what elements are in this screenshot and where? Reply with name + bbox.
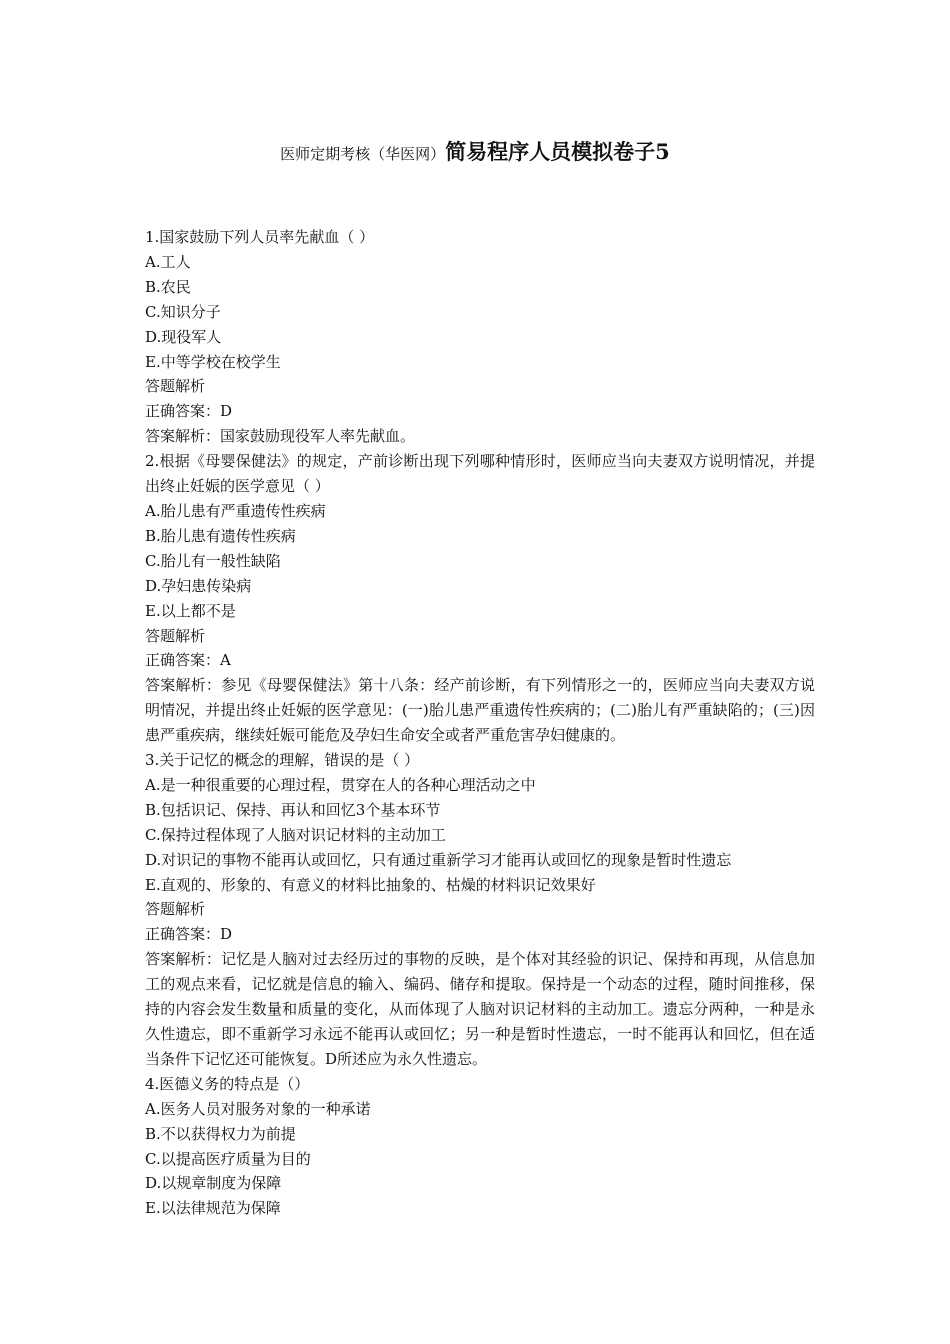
title-prefix: 医师定期考核（华医网） bbox=[280, 145, 446, 163]
question-list bbox=[145, 225, 815, 1221]
question-1 bbox=[145, 225, 815, 449]
option-c: C.以提高医疗质量为目的 bbox=[145, 1149, 311, 1168]
option-e: E.中等学校在校学生 bbox=[145, 352, 281, 371]
option-d: D.孕妇患传染病 bbox=[145, 576, 252, 595]
option-b: B.农民 bbox=[145, 277, 191, 296]
option-a: A.胎儿患有严重遗传性疾病 bbox=[145, 501, 326, 520]
document-title bbox=[0, 136, 950, 166]
option-b: B.不以获得权力为前提 bbox=[145, 1124, 296, 1143]
option-e: E.以法律规范为保障 bbox=[145, 1199, 281, 1218]
analysis-label: 答题解析 bbox=[145, 377, 206, 396]
question-3 bbox=[145, 748, 815, 1072]
option-e: E.以上都不是 bbox=[145, 601, 236, 620]
question-stem: 3.关于记忆的概念的理解，错误的是（ ） bbox=[145, 751, 420, 770]
option-c: C.胎儿有一般性缺陷 bbox=[145, 551, 281, 570]
answer-explanation: 答案解析：记忆是人脑对过去经历过的事物的反映，是个体对其经验的识记、保持和再现，从信息加工的观点来看，记忆就是信息的输入、编码、储存和提取。保持是一个动态的过程，随时间推移，保持的内容会发生数量和质量的变化，从而体现了人脑对识记材料的主动加工。遗忘分两种，一种是永久性遗忘，即不重新学习永远不能再认或回忆；另一种是暂时性遗忘，一时不能再认和回忆，但在适当条件下记忆还可能恢复。D所述应为永久性遗忘。 bbox=[145, 950, 815, 1068]
question-4 bbox=[145, 1072, 815, 1221]
question-2 bbox=[145, 449, 815, 748]
title-main: 简易程序人员模拟卷子5 bbox=[445, 139, 670, 164]
option-a: A.是一种很重要的心理过程，贯穿在人的各种心理活动之中 bbox=[145, 775, 536, 794]
option-a: A.医务人员对服务对象的一种承诺 bbox=[145, 1099, 371, 1118]
option-c: C.知识分子 bbox=[145, 302, 221, 321]
answer-explanation: 答案解析：参见《母婴保健法》第十八条：经产前诊断，有下列情形之一的，医师应当向夫妻双方说明情况，并提出终止妊娠的医学意见：(一)胎儿患严重遗传性疾病的；(二)胎儿有严重缺陷的；(三)因患严重疾病，继续妊娠可能危及孕妇生命安全或者严重危害孕妇健康的。 bbox=[145, 676, 815, 745]
question-stem: 1.国家鼓励下列人员率先献血（ ） bbox=[145, 228, 375, 246]
analysis-label: 答题解析 bbox=[145, 626, 206, 645]
option-b: B.胎儿患有遗传性疾病 bbox=[145, 526, 296, 545]
question-stem: 4.医德义务的特点是（） bbox=[145, 1074, 310, 1093]
option-b: B.包括识记、保持、再认和回忆3个基本环节 bbox=[145, 800, 441, 819]
correct-answer: 正确答案：D bbox=[145, 402, 233, 421]
correct-answer: 正确答案：A bbox=[145, 651, 231, 670]
correct-answer: 正确答案：D bbox=[145, 925, 233, 944]
option-c: C.保持过程体现了人脑对识记材料的主动加工 bbox=[145, 825, 446, 844]
option-d: D.现役军人 bbox=[145, 327, 222, 346]
analysis-label: 答题解析 bbox=[145, 900, 206, 919]
option-d: D.以规章制度为保障 bbox=[145, 1174, 282, 1193]
question-stem: 2.根据《母婴保健法》的规定，产前诊断出现下列哪种情形时，医师应当向夫妻双方说明情况，并提出终止妊娠的医学意见（ ） bbox=[145, 452, 815, 496]
option-a: A.工人 bbox=[145, 252, 191, 271]
option-d: D.对识记的事物不能再认或回忆，只有通过重新学习才能再认或回忆的现象是暂时性遗忘 bbox=[145, 850, 732, 869]
option-e: E.直观的、形象的、有意义的材料比抽象的、枯燥的材料识记效果好 bbox=[145, 875, 596, 894]
answer-explanation: 答案解析：国家鼓励现役军人率先献血。 bbox=[145, 427, 416, 446]
